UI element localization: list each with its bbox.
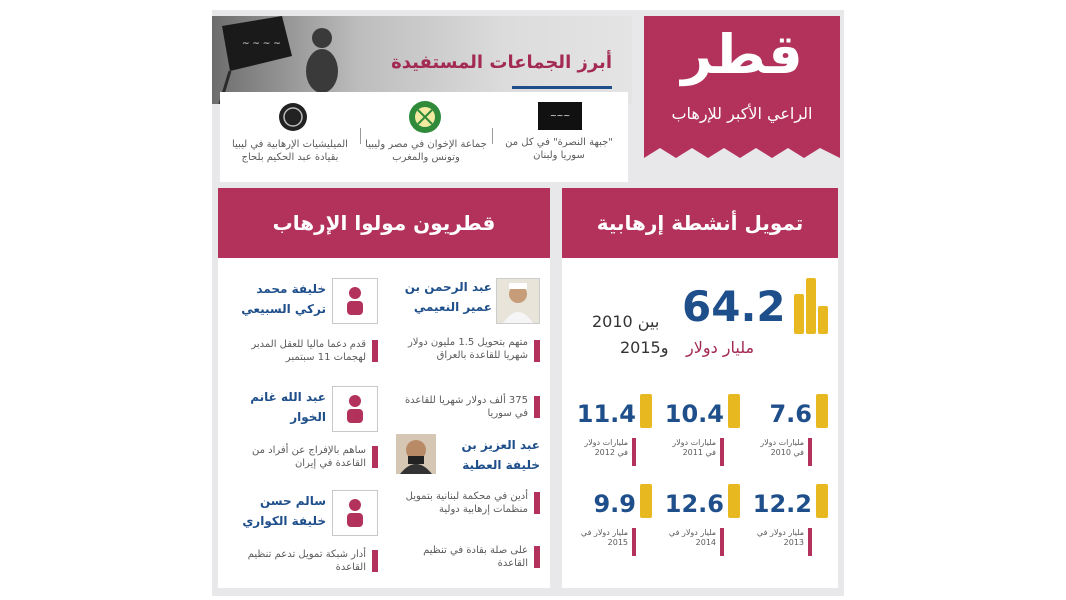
period-line2: و2015 bbox=[620, 338, 669, 357]
total-bars-icon bbox=[794, 278, 830, 334]
person-desc: على صلة بقادة في تنظيم القاعدة bbox=[423, 545, 528, 569]
groups-panel bbox=[220, 92, 628, 182]
gold-bar-icon bbox=[728, 394, 740, 428]
person-name: عبد الله غانم bbox=[250, 390, 326, 404]
person-desc: أدين في محكمة لبنانية بتمويل منظمات إرهابية دولية bbox=[405, 491, 528, 515]
person-desc: ساهم بالإفراج عن أفراد من القاعدة في إيران bbox=[252, 445, 366, 469]
total-unit: مليار دولار bbox=[686, 338, 755, 357]
qatar-title-block bbox=[644, 16, 840, 178]
photo-naimi bbox=[496, 278, 540, 324]
year-cell bbox=[750, 394, 834, 478]
brotherhood-emblem-icon bbox=[408, 100, 442, 134]
zigzag-border bbox=[644, 148, 840, 178]
year-value: 12.2 bbox=[752, 490, 812, 518]
year-cell bbox=[750, 484, 834, 568]
avatar-placeholder bbox=[332, 386, 378, 432]
period-line1: بين 2010 bbox=[592, 312, 660, 331]
qatar-title: قطر bbox=[681, 23, 803, 86]
year-label: مليارات دولار في 2010 bbox=[760, 438, 804, 457]
year-value: 7.6 bbox=[769, 400, 812, 428]
groups-title: أبرز الجماعات المستفيدة bbox=[391, 52, 612, 73]
accent-bar bbox=[632, 438, 636, 466]
group-item-nusra bbox=[498, 100, 618, 178]
avatar-placeholder bbox=[332, 278, 378, 324]
year-cell bbox=[662, 394, 746, 478]
photo-attiyah bbox=[396, 434, 436, 474]
group-item-text: الميليشيات الإرهابية في ليبيا بقيادة عبد الحكيم بلحاج bbox=[232, 139, 348, 163]
person-name: الخوار bbox=[290, 410, 326, 424]
funding-card bbox=[562, 188, 838, 588]
title-underline bbox=[512, 86, 612, 89]
person-name: تركي السبيعي bbox=[241, 302, 326, 316]
person-name: عبد الرحمن بن bbox=[404, 280, 492, 294]
group-item-militias bbox=[224, 100, 356, 178]
bullet bbox=[534, 396, 540, 418]
header-photo-banner bbox=[212, 16, 632, 104]
group-item-text: "جبهة النصرة" في كل من سوريا ولبنان bbox=[505, 137, 613, 161]
gold-bar-icon bbox=[640, 394, 652, 428]
accent-bar bbox=[720, 528, 724, 556]
funding-title: تمويل أنشطة إرهابية bbox=[562, 188, 838, 258]
gold-bar-icon bbox=[728, 484, 740, 518]
infographic-poster bbox=[212, 10, 844, 596]
year-label: مليار دولار في 2014 bbox=[668, 528, 716, 547]
accent-bar bbox=[808, 438, 812, 466]
group-item-brotherhood bbox=[364, 100, 488, 178]
avatar-placeholder bbox=[332, 490, 378, 536]
person-icon bbox=[345, 394, 365, 424]
year-cell bbox=[662, 484, 746, 568]
qatar-subtitle: الراعي الأكبر للإرهاب bbox=[671, 104, 813, 123]
svg-text:~ ~ ~ ~: ~ ~ ~ ~ bbox=[242, 39, 281, 49]
year-value: 11.4 bbox=[576, 400, 636, 428]
gold-bar-icon bbox=[640, 484, 652, 518]
accent-bar bbox=[808, 528, 812, 556]
accent-bar bbox=[632, 528, 636, 556]
person-desc: 375 ألف دولار شهريا للقاعدة في سوريا bbox=[404, 395, 528, 419]
person-name: سالم حسن bbox=[259, 494, 326, 508]
bullet bbox=[372, 340, 378, 362]
year-value: 10.4 bbox=[664, 400, 724, 428]
militia-emblem-icon bbox=[278, 102, 308, 132]
year-value: 12.6 bbox=[664, 490, 724, 518]
person-desc: قدم دعما ماليا للعقل المدبر لهجمات 11 سبتمبر bbox=[251, 339, 366, 363]
bullet bbox=[534, 492, 540, 514]
year-label: مليار دولار في 2015 bbox=[580, 528, 628, 547]
year-cell bbox=[574, 394, 658, 478]
year-value: 9.9 bbox=[593, 490, 636, 518]
accent-bar bbox=[720, 438, 724, 466]
bullet bbox=[534, 546, 540, 568]
person-name: خليفة الكواري bbox=[242, 514, 326, 528]
total-value: 64.2 bbox=[682, 282, 786, 331]
person-name: عبد العزيز بن bbox=[461, 438, 540, 452]
bullet bbox=[372, 446, 378, 468]
financiers-title: قطريون مولوا الإرهاب bbox=[218, 188, 550, 258]
year-label: مليار دولار في 2013 bbox=[756, 528, 804, 547]
person-icon bbox=[345, 498, 365, 528]
person-name: عمير النعيمي bbox=[413, 300, 492, 314]
black-flag-icon: ~~~ bbox=[538, 102, 582, 130]
group-item-text: جماعة الإخوان في مصر وليبيا وتونس والمغرب bbox=[365, 139, 487, 163]
year-cell bbox=[574, 484, 658, 568]
person-name: خليفة محمد bbox=[256, 282, 326, 296]
year-label: مليارات دولار في 2012 bbox=[584, 438, 628, 457]
person-desc: أدار شبكة تمويل تدعم تنظيم القاعدة bbox=[247, 549, 366, 573]
militant-flag-icon bbox=[212, 16, 352, 104]
gold-bar-icon bbox=[816, 394, 828, 428]
financiers-card bbox=[218, 188, 550, 588]
divider bbox=[360, 128, 361, 144]
divider bbox=[492, 128, 493, 144]
person-desc: متهم بتحويل 1.5 مليون دولار شهريا للقاعدة بالعراق bbox=[407, 337, 528, 361]
bullet bbox=[372, 550, 378, 572]
gold-bar-icon bbox=[816, 484, 828, 518]
person-icon bbox=[345, 286, 365, 316]
year-label: مليارات دولار في 2011 bbox=[672, 438, 716, 457]
bullet bbox=[534, 340, 540, 362]
person-name: خليفة العطية bbox=[462, 458, 540, 472]
